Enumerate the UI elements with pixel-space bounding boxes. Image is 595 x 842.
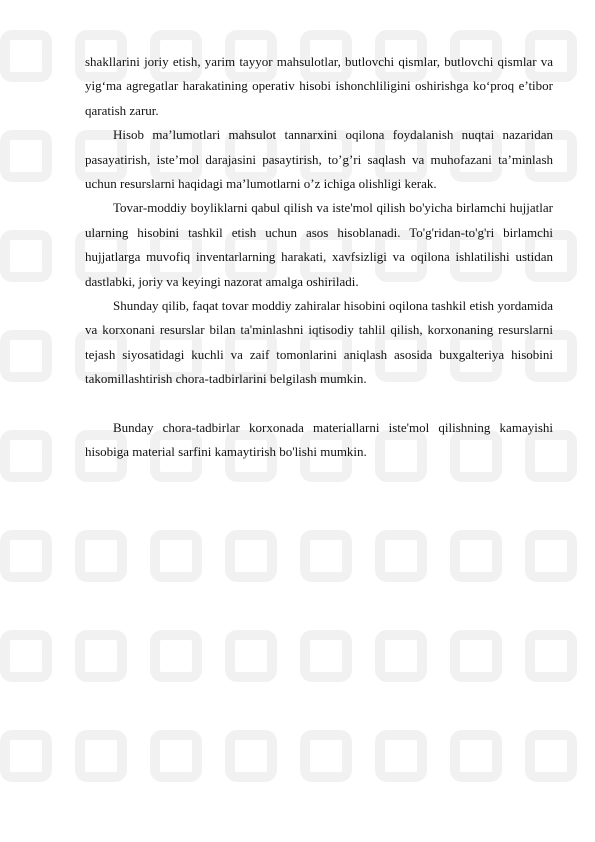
paragraph-conclusion: Shunday qilib, faqat tovar moddiy zahiralar hisobini oqilona tashkil etish yordamida va korxonani resurslar bilan ta'minlashni iqtisodiy tahlil qilish, korxonaning resurslarni tejash siyosatidagi kuchli va zaif tomonlarini aniqlash asosida buxgalteriya hisobini takomillashtirish chora-tadbirlarini belgilash mumkin. xyxy=(85,298,553,387)
document-body xyxy=(85,50,553,465)
paragraph-primary-documents: Tovar-moddiy boyliklarni qabul qilish va iste'mol qilish bo'yicha birlamchi hujjatlar ularning hisobini tashkil etish uchun asos hisoblanadi. To'g'ridan-to'g'ri birlamchi hujjatlarga muvofiq inventarlarning harakati, xavfsizligi va oqilona ishlatilishi ustidan dastlabki, joriy va keyingi nazorat amalga oshiriladi. xyxy=(85,200,553,289)
paragraph-accounting-information: Hisob ma’lumotlari mahsulot tannarxini oqilona foydalanish nuqtai nazaridan pasayatirish, iste’mol darajasini pasaytirish, to’g’ri saqlash va muhofazani ta’minlash uchun resurslarni haqidagi ma’lumotlarni o’z ichiga olishligi kerak. xyxy=(85,127,553,192)
paragraph-continuation: shakllarini joriy etish, yarim tayyor mahsulotlar, butlovchi qismlar, butlovchi qismlar va yig‘ma agregatlar harakatining operativ hisobi ishonchliligini oshirishga ko‘proq e’tibor qaratish zarur. xyxy=(85,54,553,118)
paragraph-measures: Bunday chora-tadbirlar korxonada materiallarni iste'mol qilishning kamayishi hisobiga material sarfini kamaytirish bo'lishi mumkin. xyxy=(85,419,553,460)
paragraph-spacer xyxy=(85,392,553,416)
